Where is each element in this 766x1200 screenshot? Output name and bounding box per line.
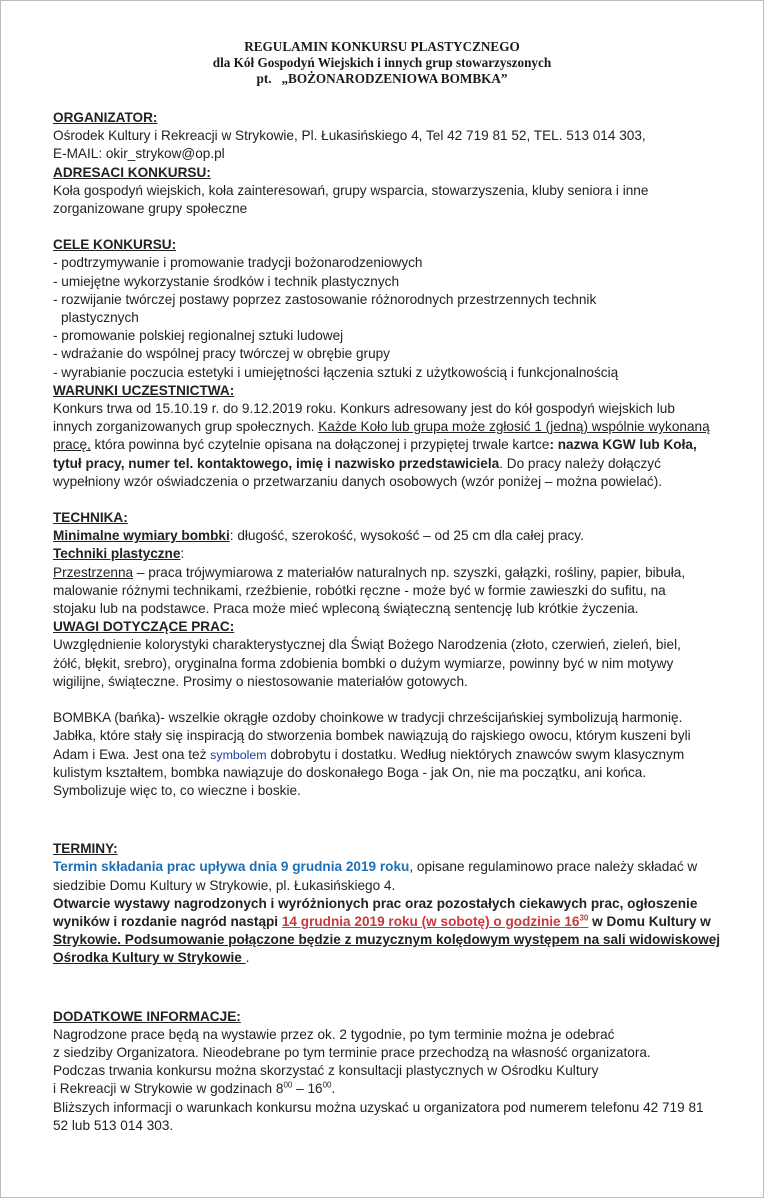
conditions-line: wypełniony wzór oświadczenia o przetwarzaniu danych osobowych (wzór poniżej – można powielać).	[53, 473, 662, 489]
additional-line: z siedziby Organizatora. Nieodebrane po tym terminie prace przechodzą na własność organizatora.	[53, 1044, 651, 1060]
conditions-line: tytuł pracy, numer tel. kontaktowego, imię i nazwisko przedstawiciela. Do pracy należy dołączyć	[53, 455, 661, 471]
bauble-line: BOMBKA (bańka)- wszelkie okrągłe ozdoby choinkowe w tradycji chrześcijańskiej symbolizują harmonię.	[53, 710, 683, 726]
goal-item: - podtrzymywanie i promowanie tradycji bożonarodzeniowych	[53, 255, 423, 271]
header-subtitle: dla Kół Gospodyń Wiejskich i innych grup stowarzyszonych	[212, 55, 552, 70]
terms-heading: TERMINY:	[53, 841, 118, 857]
additional-line: Nagrodzone prace będą na wystawie przez ok. 2 tygodnie, po tym terminie można je odebrać	[53, 1026, 615, 1042]
terms-line: Otwarcie wystawy nagrodzonych i wyróżnionych prac oraz pozostałych ciekawych prac, ogłoszenie	[53, 895, 698, 911]
bauble-line: Symbolizuje więc to, co wieczne i boskie.	[53, 782, 301, 798]
bauble-line: Jabłka, które stały się inspiracją do stworzenia bombek nawiązują do rajskiego owocu, którym kuszeni byli	[53, 728, 691, 744]
organizer-address: Ośrodek Kultury i Rekreacji w Strykowie, Pl. Łukasińskiego 4, Tel 42 719 81 52, TEL. 513 014 303,	[53, 128, 646, 144]
conditions-line: Konkurs trwa od 15.10.19 r. do 9.12.2019 roku. Konkurs adresowany jest do kół gospodyń wiejskich lub	[53, 401, 675, 417]
conditions-line: pracę, która powinna być czytelnie opisana na dołączonej i przypiętej trwale kartce: nazwa KGW lub Koła,	[53, 437, 697, 453]
terms-line: Ośrodka Kultury w Strykowie .	[53, 950, 250, 966]
goals-heading: CELE KONKURSU:	[53, 237, 177, 253]
spatial-technique-line: stojaku lub na podstawce. Praca może mieć wpleconą świąteczną sentencję lub krótkie życzenia.	[53, 601, 639, 617]
remarks-line: wigilijne, świąteczne. Prosimy o niestosowanie materiałów gotowych.	[53, 673, 468, 689]
bauble-line: Adam i Ewa. Jest ona też symbolem dobrobytu i dostatku. Według niektórych znawców swym klasycznym	[53, 746, 685, 762]
bauble-line: kulistym kształtem, bombka nawiązuje do doskonałego Boga - jak On, nie ma początku, ani końca.	[53, 764, 647, 780]
technique-heading: TECHNIKA:	[53, 510, 128, 526]
terms-line: Strykowie. Podsumowanie połączone będzie z muzycznym kolędowym występem na sali widowiskowej	[53, 932, 721, 948]
document-header	[1, 39, 763, 87]
additional-line: Podczas trwania konkursu można skorzystać z konsultacji plastycznych w Ośrodku Kultury	[53, 1063, 599, 1079]
additional-line: i Rekreacji w Strykowie w godzinach $8^{00} - 16^{00}$.	[53, 1080, 336, 1097]
additional-heading: DODATKOWE INFORMACJE:	[53, 1008, 241, 1024]
spatial-technique-line: malowanie różnymi technikami, rzeźbienie, robótki ręczne - może być w formie zawieszki do sufitu, na	[53, 582, 666, 598]
header-title: REGULAMIN KONKURSU PLASTYCZNEGO	[244, 39, 520, 54]
terms-line: siedzibie Domu Kultury w Strykowie, pl. Łukasińskiego 4.	[53, 877, 396, 893]
additional-line: Bliższych informacji o warunkach konkursu można uzyskać u organizatora pod numerem telefonu 42 719 81	[53, 1099, 704, 1115]
goal-item: - promowanie polskiej regionalnej sztuki ludowej	[53, 328, 344, 344]
dimensions-line: Minimalne wymiary bombki: długość, szerokość, wysokość – od 25 cm dla całej pracy.	[53, 528, 584, 544]
terms-line: wyników i rozdanie nagród nastąpi 14 grudnia 2019 roku (w sobotę) o godzinie $16^{30}$ w Domu Kultury w	[53, 913, 711, 929]
organizer-email: E-MAIL: okir_strykow@op.pl	[53, 146, 225, 162]
organizer-heading: ORGANIZATOR:	[53, 110, 158, 125]
addressees-line: Koła gospodyń wiejskich, koła zainteresowań, grupy wsparcia, stowarzyszenia, kluby seniora i inne	[53, 182, 649, 198]
conditions-line: innych zorganizowanych grup społecznych. Każde Koło lub grupa może zgłosić 1 (jedną) wspólnie wykonaną	[53, 419, 710, 435]
document-body	[53, 109, 743, 1135]
conditions-heading: WARUNKI UCZESTNICTWA:	[53, 382, 235, 398]
addressees-line: zorganizowane grupy społeczne	[53, 201, 248, 217]
goal-item: - rozwijanie twórczej postawy poprzez zastosowanie różnorodnych przestrzennych technik	[53, 291, 597, 307]
additional-line: 52 lub 513 014 303.	[53, 1117, 174, 1133]
symbol-link[interactable]: symbolem	[210, 747, 267, 762]
header-contest-name: pt. „BOŻONARODZENIOWA BOMBKA”	[256, 71, 508, 86]
goal-item: - wyrabianie poczucia estetyki i umiejętności łączenia sztuki z użytkowością i funkcjonalnością	[53, 364, 619, 380]
remarks-heading: UWAGI DOTYCZĄCE PRAC:	[53, 619, 235, 635]
terms-line: Termin składania prac upływa dnia 9 grudnia 2019 roku, opisane regulaminowo prace należy składać w	[53, 859, 698, 875]
goal-item: - umiejętne wykorzystanie środków i technik plastycznych	[53, 273, 400, 289]
addressees-heading: ADRESACI KONKURSU:	[53, 164, 211, 180]
goal-item: - wdrażanie do wspólnej pracy twórczej w obrębie grupy	[53, 346, 390, 362]
remarks-line: żółć, błękit, srebro), oryginalna forma zdobienia bombki o dużym wymiarze, powinny być w nim motywy	[53, 655, 674, 671]
goal-item-continued: plastycznych	[61, 310, 139, 326]
remarks-line: Uwzględnienie kolorystyki charakterystycznej dla Świąt Bożego Narodzenia (złoto, czerwień, zieleń, biel,	[53, 637, 681, 653]
techniques-label-line: Techniki plastyczne:	[53, 546, 185, 562]
spatial-technique-line: Przestrzenna – praca trójwymiarowa z materiałów naturalnych np. szyszki, gałązki, rośliny, papier, bibuła,	[53, 564, 686, 580]
